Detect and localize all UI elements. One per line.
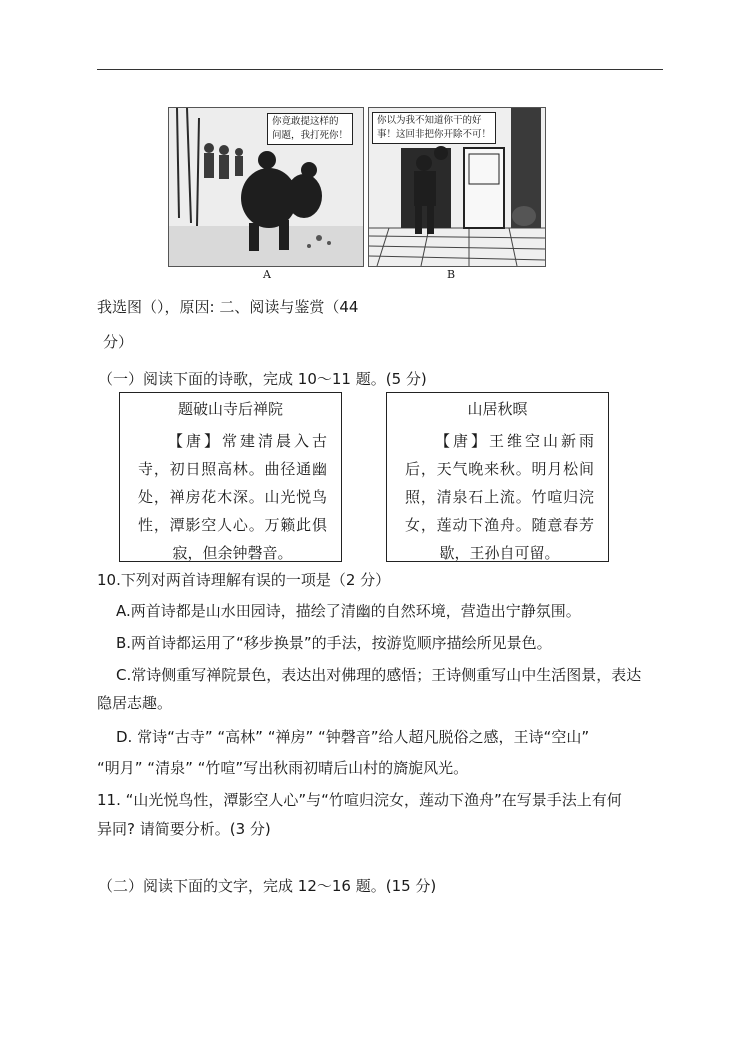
- poem-title-2: 山居秋暝: [467, 400, 528, 418]
- question-10-option-b: B.两首诗都运用了“移步换景”的手法，按游览顺序描绘所见景色。: [116, 634, 552, 652]
- question-10-option-d-cont: “明月” “清泉” “竹喧”写出秋雨初晴后山村的旖旎风光。: [97, 759, 469, 777]
- speech-bubble-b: 你以为我不知道你干的好 事！这回非把你开除不可！: [372, 112, 496, 144]
- poem-text-1: 【唐】常建清晨入古寺，初日照高林。曲径通幽处，禅房花木深。山光悦鸟性，潭影空人心。万籁此俱寂，但余钟磬音。: [138, 432, 327, 562]
- question-11-line-2: 异同? 请简要分析。(3 分): [97, 820, 271, 838]
- comic-caption-b: B: [447, 268, 456, 281]
- poem-box-1: [119, 392, 342, 562]
- question-10-stem: 10.下列对两首诗理解有误的一项是（2 分）: [97, 571, 391, 589]
- header-rule: [97, 69, 663, 70]
- comic-caption-a: A: [263, 268, 271, 281]
- speech-bubble-a: 你竟敢提这样的 问题，我打死你！: [267, 113, 353, 145]
- question-10-option-d: D. 常诗“古寺” “高林” “禅房” “钟磬音”给人超凡脱俗之感，王诗“空山”: [116, 728, 590, 746]
- question-10-option-a: A.两首诗都是山水田园诗，描绘了清幽的自然环境，营造出宁静氛围。: [116, 602, 581, 620]
- question-10-option-c-cont: 隐居志趣。: [97, 694, 173, 712]
- comic-panel-a: [168, 107, 364, 267]
- question-11-line-1: 11. “山光悦鸟性，潭影空人心”与“竹喧归浣女，莲动下渔舟”在写景手法上有何: [97, 791, 622, 809]
- intro-line-2: 分）: [103, 333, 134, 351]
- question-10-option-c: C.常诗侧重写禅院景色，表达出对佛理的感悟；王诗侧重写山中生活图景，表达: [116, 666, 642, 684]
- section-2-heading: （二）阅读下面的文字，完成 12～16 题。(15 分): [98, 877, 437, 895]
- intro-line-1: 我选图（），原因: 二、阅读与鉴赏（44: [97, 298, 359, 316]
- poem-title-1: 题破山寺后禅院: [177, 400, 283, 418]
- section-1-heading: （一）阅读下面的诗歌，完成 10～11 题。(5 分): [98, 370, 427, 388]
- poem-text-2: 【唐】王维空山新雨后，天气晚来秋。明月松间照，清泉石上流。竹喧归浣女，莲动下渔舟。随意春芳歇，王孙自可留。: [405, 432, 594, 562]
- comic-panel-b: [368, 107, 546, 267]
- poem-box-2: [386, 392, 609, 562]
